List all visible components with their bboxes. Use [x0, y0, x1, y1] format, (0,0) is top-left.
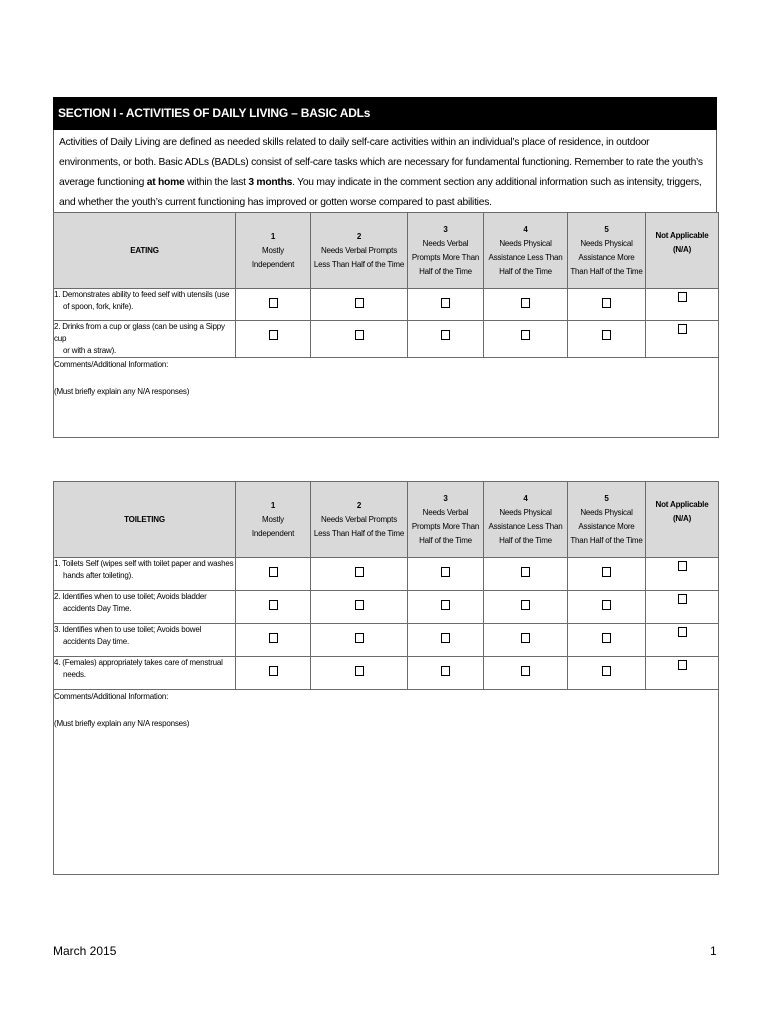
- rating-header-1: 1 Mostly Independent: [236, 213, 311, 289]
- rating-1-checkbox[interactable]: [269, 567, 278, 577]
- table-row: [54, 558, 719, 591]
- rating-5-checkbox[interactable]: [602, 600, 611, 610]
- rating-3-checkbox[interactable]: [441, 666, 450, 676]
- comments-field[interactable]: Comments/Additional Information: (Must briefly explain any N/A responses): [54, 690, 719, 875]
- section-title: SECTION I - ACTIVITIES OF DAILY LIVING – BASIC ADLs: [53, 97, 717, 130]
- rating-5-checkbox[interactable]: [602, 330, 611, 340]
- rating-3-checkbox[interactable]: [441, 600, 450, 610]
- rating-2-checkbox[interactable]: [355, 633, 364, 643]
- rating-header-3: 3 Needs Verbal Prompts More Than Half of the Time: [408, 213, 484, 289]
- item-label: 1. Toilets Self (wipes self with toilet paper and washes hands after toileting).: [54, 558, 236, 591]
- table-row: [54, 591, 719, 624]
- na-checkbox[interactable]: [678, 292, 687, 302]
- table-row: [54, 657, 719, 690]
- rating-1-checkbox[interactable]: [269, 666, 278, 676]
- table-row: [54, 624, 719, 657]
- rating-4-checkbox[interactable]: [521, 330, 530, 340]
- item-label: 1. Demonstrates ability to feed self with utensils (use of spoon, fork, knife).: [54, 289, 236, 321]
- rating-4-checkbox[interactable]: [521, 298, 530, 308]
- rating-5-checkbox[interactable]: [602, 567, 611, 577]
- eating-table: [53, 212, 719, 438]
- rating-2-checkbox[interactable]: [355, 600, 364, 610]
- rating-header-4: 4 Needs Physical Assistance Less Than Half of the Time: [484, 213, 568, 289]
- footer-date: March 2015: [53, 944, 117, 958]
- rating-1-checkbox[interactable]: [269, 633, 278, 643]
- page-number: 1: [710, 944, 717, 958]
- rating-2-checkbox[interactable]: [355, 567, 364, 577]
- rating-5-checkbox[interactable]: [602, 633, 611, 643]
- na-checkbox[interactable]: [678, 561, 687, 571]
- rating-header-5: 5 Needs Physical Assistance More Than Half of the Time: [568, 482, 646, 558]
- rating-3-checkbox[interactable]: [441, 633, 450, 643]
- comments-field[interactable]: Comments/Additional Information: (Must briefly explain any N/A responses): [54, 358, 719, 438]
- rating-header-2: 2 Needs Verbal Prompts Less Than Half of the Time: [311, 213, 408, 289]
- na-checkbox[interactable]: [678, 594, 687, 604]
- rating-5-checkbox[interactable]: [602, 666, 611, 676]
- intro-paragraph: Activities of Daily Living are defined as needed skills related to daily self-care activities within an individual’s place of residence, in outdoor environments, or both. Basic ADLs (BADLs) consist of self-care tasks which are necessary for fundamental functioning. Remember to rate the youth’s average functioning at home within the last 3 months. You may indicate in the comment section any additional information such as intensity, triggers, and whether the youth’s current functioning has improved or gotten worse compared to past abilities.: [53, 130, 717, 212]
- item-label: 3. Identifies when to use toilet; Avoids bowel accidents Day time.: [54, 624, 236, 657]
- rating-5-checkbox[interactable]: [602, 298, 611, 308]
- rating-2-checkbox[interactable]: [355, 666, 364, 676]
- rating-4-checkbox[interactable]: [521, 600, 530, 610]
- item-label: 4. (Females) appropriately takes care of menstrual needs.: [54, 657, 236, 690]
- rating-header-1: 1 Mostly Independent: [236, 482, 311, 558]
- na-header: Not Applicable (N/A): [646, 482, 719, 558]
- rating-header-5: 5 Needs Physical Assistance More Than Half of the Time: [568, 213, 646, 289]
- rating-3-checkbox[interactable]: [441, 298, 450, 308]
- rating-1-checkbox[interactable]: [269, 600, 278, 610]
- rating-4-checkbox[interactable]: [521, 666, 530, 676]
- rating-header-3: 3 Needs Verbal Prompts More Than Half of the Time: [408, 482, 484, 558]
- rating-4-checkbox[interactable]: [521, 633, 530, 643]
- rating-header-2: 2 Needs Verbal Prompts Less Than Half of the Time: [311, 482, 408, 558]
- table-row: [54, 289, 719, 321]
- rating-4-checkbox[interactable]: [521, 567, 530, 577]
- na-checkbox[interactable]: [678, 627, 687, 637]
- rating-3-checkbox[interactable]: [441, 330, 450, 340]
- na-checkbox[interactable]: [678, 324, 687, 334]
- rating-2-checkbox[interactable]: [355, 330, 364, 340]
- category-header: TOILETING: [54, 482, 236, 558]
- category-header: EATING: [54, 213, 236, 289]
- rating-1-checkbox[interactable]: [269, 298, 278, 308]
- rating-header-4: 4 Needs Physical Assistance Less Than Half of the Time: [484, 482, 568, 558]
- rating-2-checkbox[interactable]: [355, 298, 364, 308]
- table-row: [54, 321, 719, 358]
- item-label: 2. Drinks from a cup or glass (can be using a Sippy cup or with a straw).: [54, 321, 236, 358]
- rating-3-checkbox[interactable]: [441, 567, 450, 577]
- item-label: 2. Identifies when to use toilet; Avoids bladder accidents Day Time.: [54, 591, 236, 624]
- na-checkbox[interactable]: [678, 660, 687, 670]
- rating-1-checkbox[interactable]: [269, 330, 278, 340]
- toileting-table: [53, 481, 719, 875]
- na-header: Not Applicable (N/A): [646, 213, 719, 289]
